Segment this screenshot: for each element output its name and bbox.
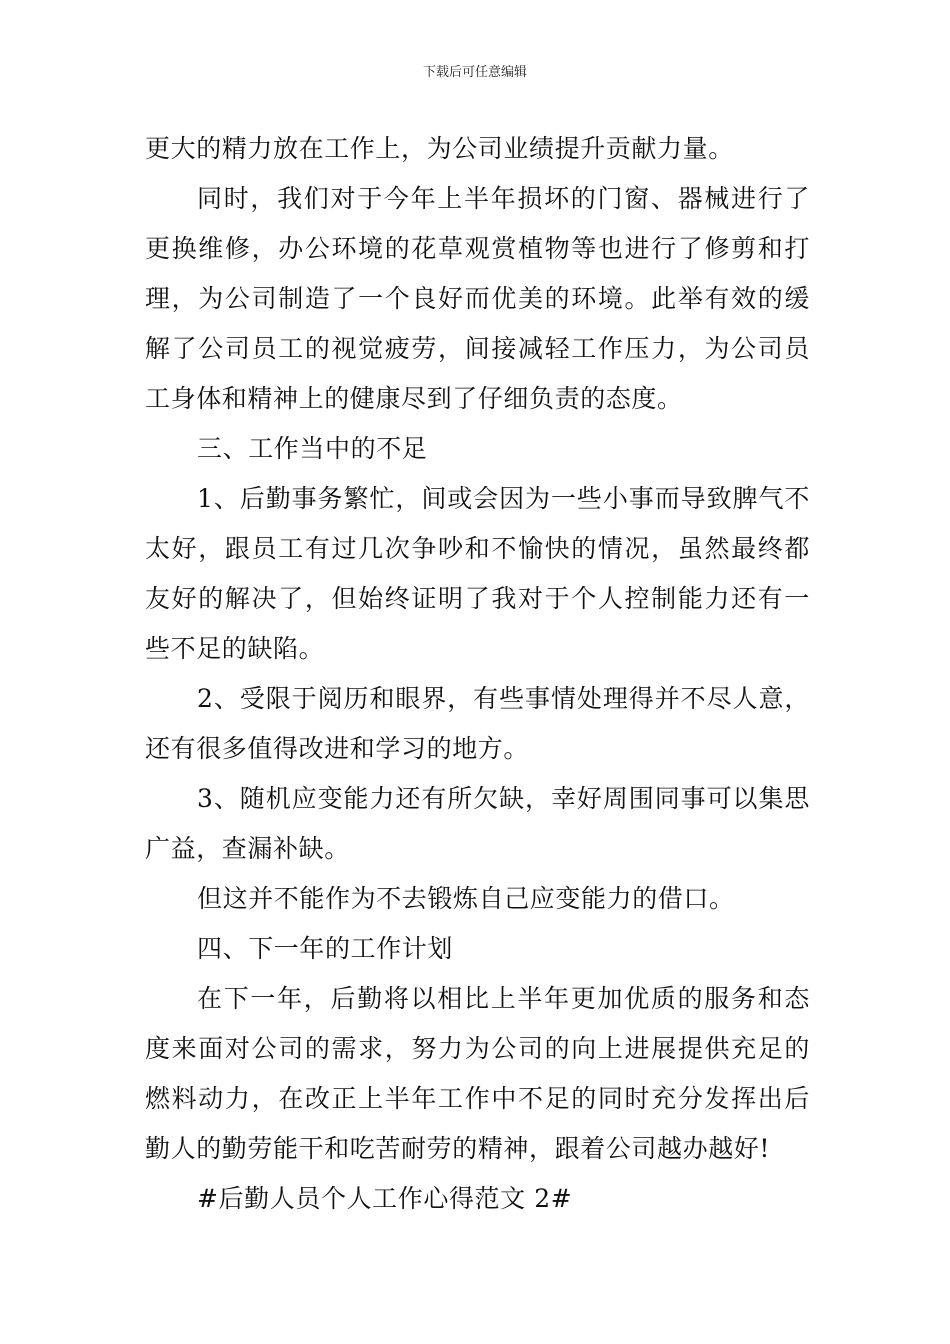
document-body (145, 124, 810, 1224)
paragraph-item-3: 3、随机应变能力还有所欠缺，幸好周围同事可以集思广益，查漏补缺。 (145, 784, 810, 863)
paragraph-continuation: 更大的精力放在工作上，为公司业绩提升贡献力量。 (145, 134, 734, 163)
paragraph-excuse: 但这并不能作为不去锻炼自己应变能力的借口。 (197, 884, 735, 913)
section-heading-shortcomings: 三、工作当中的不足 (197, 434, 428, 463)
paragraph-renovation: 同时，我们对于今年上半年损坏的门窗、器械进行了更换维修，办公环境的花草观赏植物等也进行了修剪和打理，为公司制造了一个良好而优美的环境。此举有效的缓解了公司员工的视觉疲劳，间接减轻工作压力，为公司员工身体和精神上的健康尽到了仔细负责的态度。 (145, 184, 810, 413)
paragraph-item-1: 1、后勤事务繁忙，间或会因为一些小事而导致脾气不太好，跟员工有过几次争吵和不愉快的情况，虽然最终都友好的解决了，但始终证明了我对于个人控制能力还有一些不足的缺陷。 (145, 484, 810, 663)
section-heading-plan: 四、下一年的工作计划 (197, 934, 454, 963)
paragraph-item-2: 2、受限于阅历和眼界，有些事情处理得并不尽人意，还有很多值得改进和学习的地方。 (145, 684, 810, 763)
page-header: 下载后可任意编辑 (422, 65, 527, 80)
next-article-title: #后勤人员个人工作心得范文 2# (197, 1184, 573, 1213)
paragraph-plan: 在下一年，后勤将以相比上半年更加优质的服务和态度来面对公司的需求，努力为公司的向上进展提供充足的燃料动力，在改正上半年工作中不足的同时充分发挥出后勤人的勤劳能干和吃苦耐劳的精神，跟着公司越办越好! (145, 984, 810, 1163)
